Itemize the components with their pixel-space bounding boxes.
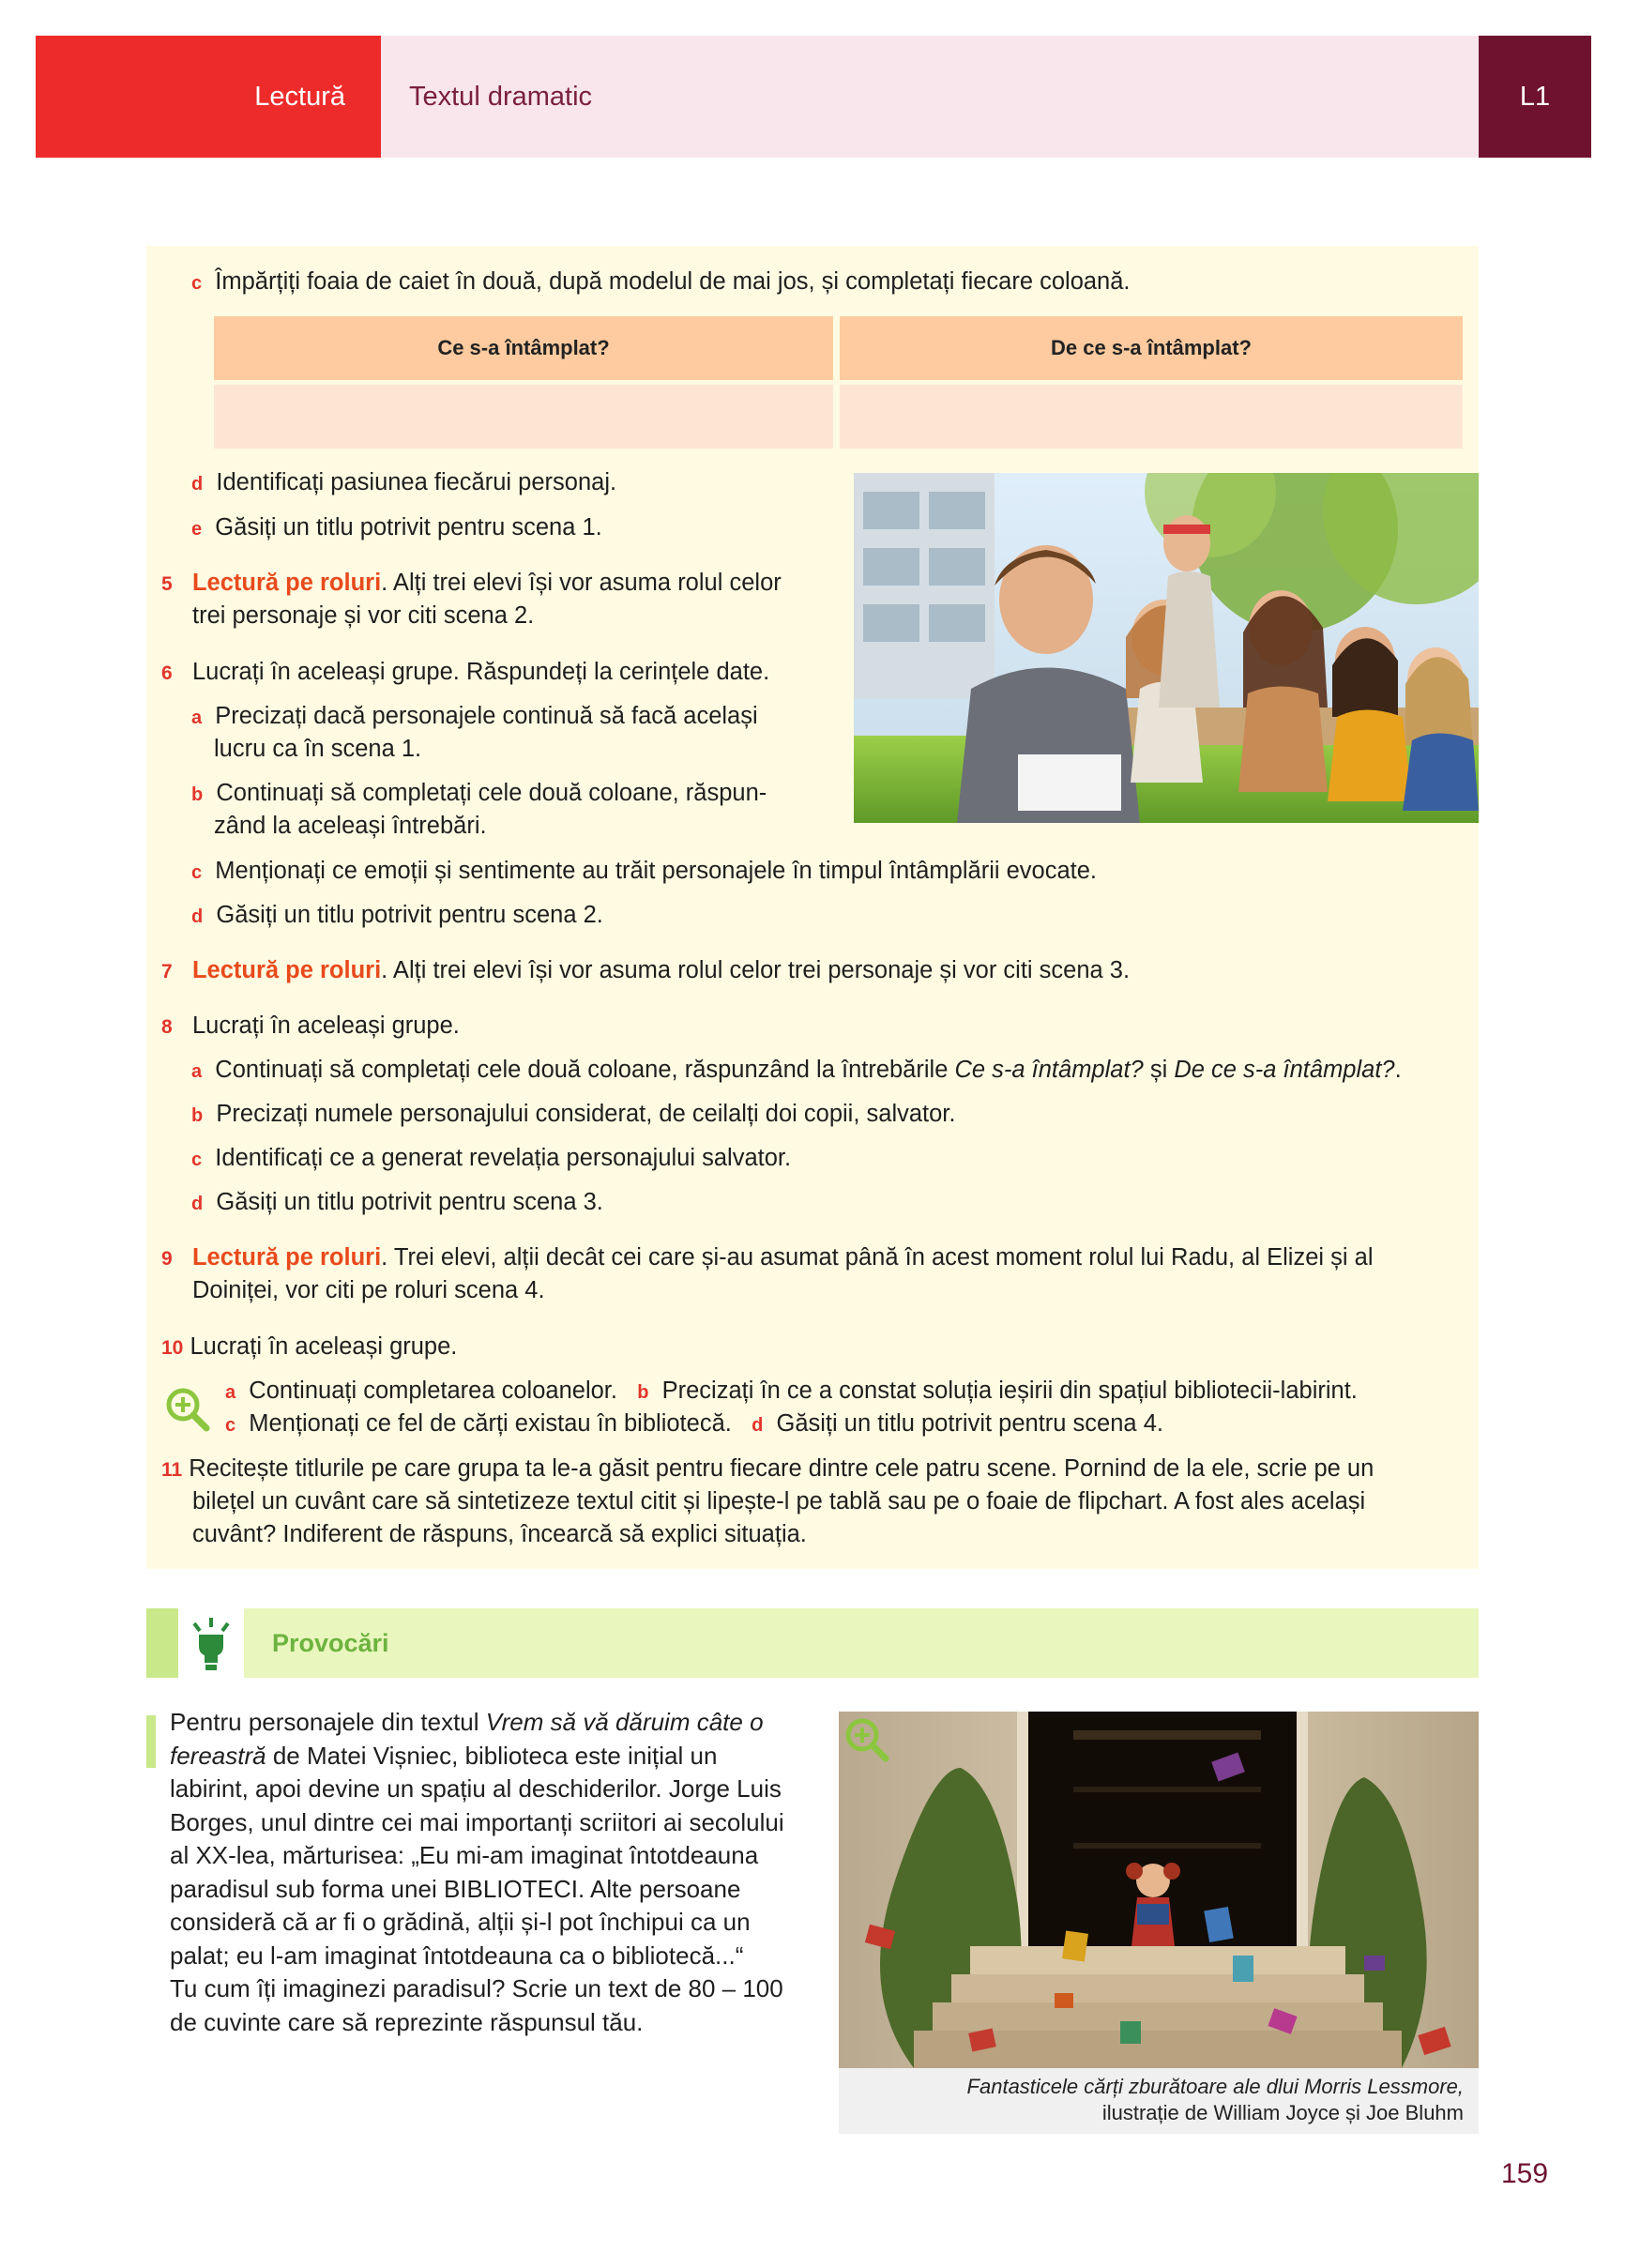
item-text: Precizați în ce a constat soluția ieșirii din spațiul bibliotecii-labirint. — [661, 1378, 1358, 1404]
lightbulb-icon — [178, 1608, 244, 1678]
challenge-text-rest: de Matei Vișniec, biblioteca este inițial un labirint, apoi devine un spațiu al deschiderilor. Jorge Luis Borges, unul dintre cei mai importanți scriitori ai secolului al XX-lea, mărturisea: „Eu mi-am imaginat întotdeauna paradisul sub forma unei BIBLIOTECI. Alte persoane consideră că ar fi o grădină, alții și-l pot închipui ca un palat; eu l-am imaginat întotdeauna ca o bibliotecă...“ — [170, 1741, 784, 1970]
item-letter: c — [225, 1415, 236, 1436]
item-letter: d — [191, 906, 204, 927]
item-letter: c — [191, 862, 203, 883]
exercise-6b-line2: zând la aceleași întrebări. — [214, 813, 487, 839]
exercise-number: 5 — [161, 573, 173, 595]
exercise-8a — [191, 1053, 1402, 1088]
challenges-text — [170, 1706, 789, 2039]
caption-line1: Fantasticele cărți zburătoare ale dlui Morris Lessmore, — [966, 2075, 1464, 2098]
item-text: Lucrați în aceleași grupe. Răspundeți la cerințele date. — [191, 659, 770, 685]
exercise-6a-line2: lucru ca în scena 1. — [214, 736, 422, 762]
item-letter: a — [225, 1382, 236, 1403]
item-text: . Alți trei elevi își vor asuma rolul celor trei personaje și vor citi scena 3. — [381, 957, 1131, 983]
exercise-4e — [191, 510, 602, 546]
item-text: Găsiți un titlu potrivit pentru scena 4. — [776, 1410, 1163, 1437]
item-letter: b — [637, 1382, 649, 1403]
item-text: Precizați dacă personajele continuă să facă același — [215, 703, 758, 729]
magnifier-plus-icon — [163, 1385, 212, 1434]
header-section-label: Lectură — [254, 82, 345, 112]
item-letter: d — [191, 1194, 204, 1214]
students-photo-illustration — [854, 473, 1479, 823]
highlight-text: Lectură pe roluri — [191, 957, 382, 983]
exercise-4d — [191, 465, 616, 501]
page-header — [36, 36, 1591, 158]
item-text-mid: și — [1143, 1057, 1175, 1083]
item-text: Recitește titlurile pe care grupa ta le-a găsit pentru fiecare dintre cele patru scene. Pornind de la ele, scrie pe un — [189, 1455, 1374, 1482]
table-cell-what — [214, 385, 833, 449]
exercise-8 — [161, 1009, 460, 1044]
question-2: De ce s-a întâmplat? — [1174, 1057, 1395, 1083]
challenges-stripe — [146, 1608, 178, 1678]
item-text: Menționați ce fel de cărți existau în bibliotecă. — [249, 1410, 732, 1437]
page-number: 159 — [1501, 2158, 1549, 2189]
item-text: Găsiți un titlu potrivit pentru scena 3. — [216, 1189, 603, 1215]
exercise-8d — [191, 1185, 603, 1221]
item-letter: d — [191, 474, 204, 495]
question-1: Ce s-a întâmplat? — [954, 1057, 1144, 1083]
item-letter: d — [752, 1415, 764, 1436]
exercise-number: 8 — [161, 1016, 173, 1038]
exercise-6 — [161, 655, 769, 691]
item-text: Lucrați în aceleași grupe. — [191, 1012, 460, 1039]
item-text: Împărțiți foaia de caiet în două, după modelul de mai jos, și completați fiecare coloană. — [215, 268, 1131, 295]
item-text: . Trei elevi, alții decât cei care și-au asumat până în acest moment rolul lui Radu, al Elizei și al — [381, 1244, 1374, 1271]
item-text: Lucrați în aceleași grupe. — [190, 1333, 458, 1360]
item-letter: b — [191, 784, 204, 805]
exercise-number: 11 — [161, 1459, 183, 1481]
exercise-11-line2: bilețel un cuvânt care să sintetizeze textul citit și lipește-l pe tablă sau pe o foaie de flipchart. A fost ales același — [192, 1488, 1366, 1515]
exercise-10ab — [225, 1374, 1358, 1409]
item-text: Continuați completarea coloanelor. — [249, 1378, 617, 1404]
item-text: Precizați numele personajului considerat, de ceilalți doi copii, salvator. — [216, 1101, 956, 1127]
exercise-5 — [161, 566, 782, 601]
book-title: Vrem să vă dăruim câte o fereastră — [170, 1708, 764, 1770]
exercise-4c — [191, 265, 1131, 300]
exercise-5-line2: trei personaje și vor citi scena 2. — [192, 602, 535, 629]
header-title: Textul dramatic — [409, 82, 593, 112]
exercise-6d — [191, 898, 603, 934]
magnifier-plus-icon — [843, 1715, 891, 1764]
item-text: . Alți trei elevi își vor asuma rolul celor — [381, 570, 782, 596]
exercise-6a — [191, 699, 758, 735]
lesson-badge: L1 — [1479, 36, 1591, 158]
challenge-question: Tu cum îți imaginezi paradisul? Scrie un text de 80 – 100 de cuvinte care să reprezinte răspunsul tău. — [170, 1974, 783, 2036]
flying-books-picture — [839, 1712, 1479, 2068]
challenge-text-start: Pentru personajele din textul — [170, 1708, 486, 1736]
item-letter: a — [191, 708, 203, 728]
table-cell-why — [840, 385, 1463, 449]
exercise-10 — [161, 1330, 457, 1365]
item-text: Identificați ce a generat revelația personajului salvator. — [215, 1145, 792, 1171]
exercise-number: 10 — [161, 1337, 184, 1359]
item-text-end: . — [1394, 1057, 1402, 1083]
item-text: Găsiți un titlu potrivit pentru scena 1. — [215, 514, 602, 540]
item-text: Menționați ce emoții și sentimente au trăit personajele în timpul întâmplării evocate. — [215, 858, 1098, 884]
item-letter: a — [191, 1061, 203, 1082]
exercise-8b — [191, 1097, 955, 1133]
exercise-number: 6 — [161, 662, 173, 684]
table-header-why: De ce s-a întâmplat? — [840, 316, 1463, 380]
flying-books-illustration — [839, 1712, 1479, 2068]
paragraph-marker — [146, 1715, 156, 1768]
item-text: Identificați pasiunea fiecărui personaj. — [216, 469, 617, 495]
exercise-7 — [161, 953, 1130, 989]
exercise-8c — [191, 1141, 791, 1177]
exercise-number: 9 — [161, 1248, 173, 1270]
table-header-what: Ce s-a întâmplat? — [214, 316, 833, 380]
exercise-6b — [191, 776, 767, 812]
students-photo — [854, 473, 1479, 823]
exercise-number: 7 — [161, 961, 173, 982]
exercise-6c — [191, 854, 1097, 890]
exercise-10cd — [225, 1407, 1163, 1442]
item-letter: b — [191, 1105, 204, 1126]
highlight-text: Lectură pe roluri — [191, 570, 382, 596]
exercise-9-line2: Doiniței, vor citi pe roluri scena 4. — [192, 1277, 545, 1303]
challenges-title: Provocări — [272, 1629, 389, 1657]
exercise-11-line3: cuvânt? Indiferent de răspuns, încearcă să explici situația. — [192, 1521, 807, 1547]
item-letter: c — [191, 273, 203, 294]
highlight-text: Lectură pe roluri — [191, 1244, 382, 1271]
challenges-icon-box — [178, 1608, 244, 1678]
caption-line2: ilustrație de William Joyce și Joe Bluhm — [1101, 2101, 1464, 2124]
exercise-11 — [161, 1452, 1374, 1487]
exercise-9 — [161, 1241, 1374, 1276]
illustration-caption — [967, 2074, 1464, 2126]
item-text: Găsiți un titlu potrivit pentru scena 2. — [216, 902, 603, 928]
item-letter: e — [191, 519, 203, 540]
item-text: Continuați să completați cele două coloane, răspun- — [216, 780, 767, 806]
illustration-caption-box — [839, 2068, 1479, 2134]
item-text: Continuați să completați cele două coloane, răspunzând la întrebările — [215, 1057, 955, 1083]
item-letter: c — [191, 1149, 203, 1170]
